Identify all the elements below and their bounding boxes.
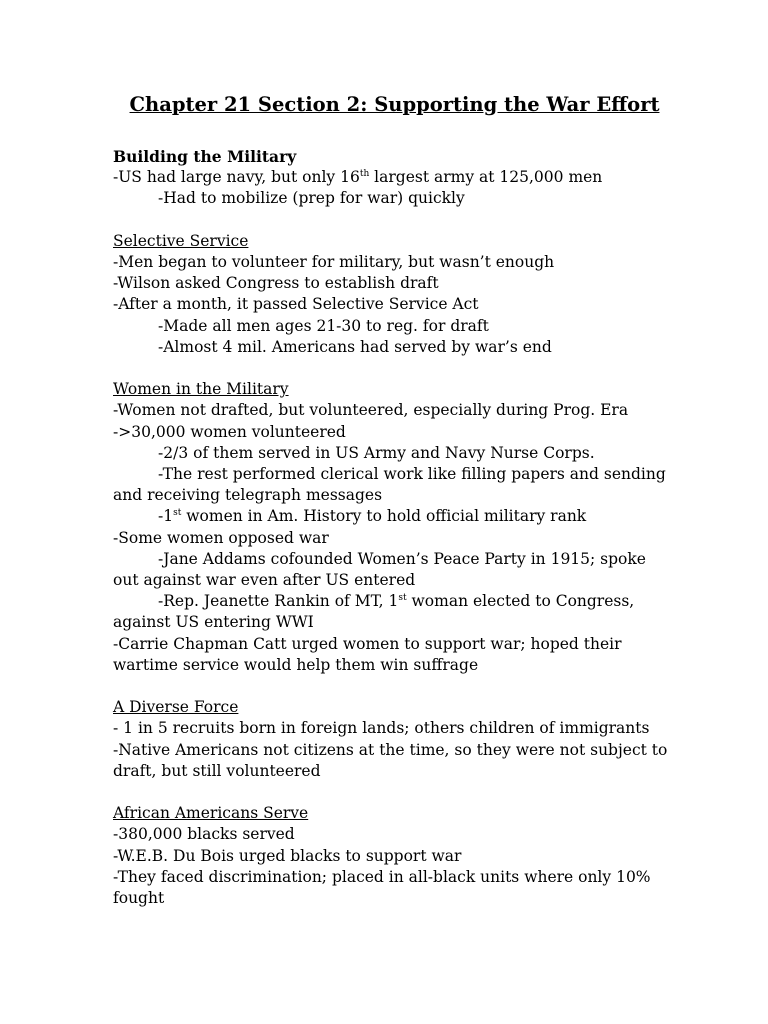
note-line: -Women not drafted, but volunteered, especially during Prog. Era <box>113 401 629 420</box>
note-line: - 1 in 5 recruits born in foreign lands; others children of immigrants <box>113 719 650 738</box>
section-selective-service <box>113 231 676 358</box>
note-text: -Rep. Jeanette Rankin of MT, 1 <box>158 592 399 611</box>
note-line: -Carrie Chapman Catt urged women to support war; hoped their wartime service would help them win suffrage <box>113 634 622 674</box>
note-line: -Men began to volunteer for military, but wasn’t enough <box>113 253 555 271</box>
note-line <box>113 506 676 527</box>
note-text: -Jane Addams cofounded Women’s Peace Party in 1915; spoke out against war even after US entered <box>113 549 646 590</box>
note-line: -After a month, it passed Selective Service Act <box>113 295 479 314</box>
note-line: -Wilson asked Congress to establish draft <box>113 274 439 293</box>
note-line: -Native Americans not citizens at the time, so they were not subject to draft, but still volunteered <box>113 740 668 780</box>
note-text: largest army at 125,000 men <box>369 168 603 187</box>
note-text: woman elected to Congress, against US entering WWI <box>113 592 635 632</box>
note-line: -Had to mobilize (prep for war) quickly <box>158 189 465 208</box>
note-text: women in Am. History to hold official military rank <box>181 507 587 526</box>
note-line <box>113 591 676 633</box>
superscript: st <box>398 593 407 604</box>
note-text: -US had large navy, but only 16 <box>113 168 360 187</box>
section-diverse-force <box>113 697 676 782</box>
note-line <box>113 549 676 591</box>
note-line: -Almost 4 mil. Americans had served by war’s end <box>158 337 552 356</box>
note-line: -They faced discrimination; placed in all-black units where only 10% fought <box>113 867 651 908</box>
note-text: -The rest performed clerical work like filling papers and sending and receiving telegraph messages <box>113 465 666 505</box>
note-line: ->30,000 women volunteered <box>113 422 346 441</box>
note-line <box>113 464 676 506</box>
note-line: -380,000 blacks served <box>113 825 295 844</box>
note-line <box>113 167 676 188</box>
note-line: -2/3 of them served in US Army and Navy Nurse Corps. <box>158 443 595 462</box>
section-heading: Selective Service <box>113 231 249 250</box>
note-text: -1 <box>158 507 174 526</box>
note-line: -Some women opposed war <box>113 528 329 547</box>
section-women-military <box>113 379 676 676</box>
note-line: -Made all men ages 21-30 to reg. for draft <box>158 316 489 335</box>
section-heading: African Americans Serve <box>113 804 309 823</box>
section-heading: A Diverse Force <box>113 698 239 717</box>
superscript: st <box>173 508 182 519</box>
page-title: Chapter 21 Section 2: Supporting the War Effort <box>129 93 660 116</box>
section-african-americans <box>113 803 676 909</box>
note-line: -W.E.B. Du Bois urged blacks to support war <box>113 846 462 865</box>
section-heading: Women in the Military <box>113 380 289 399</box>
section-heading: Building the Military <box>113 147 297 166</box>
superscript: th <box>359 169 370 180</box>
note-text <box>113 592 634 631</box>
section-building-military <box>113 146 676 210</box>
